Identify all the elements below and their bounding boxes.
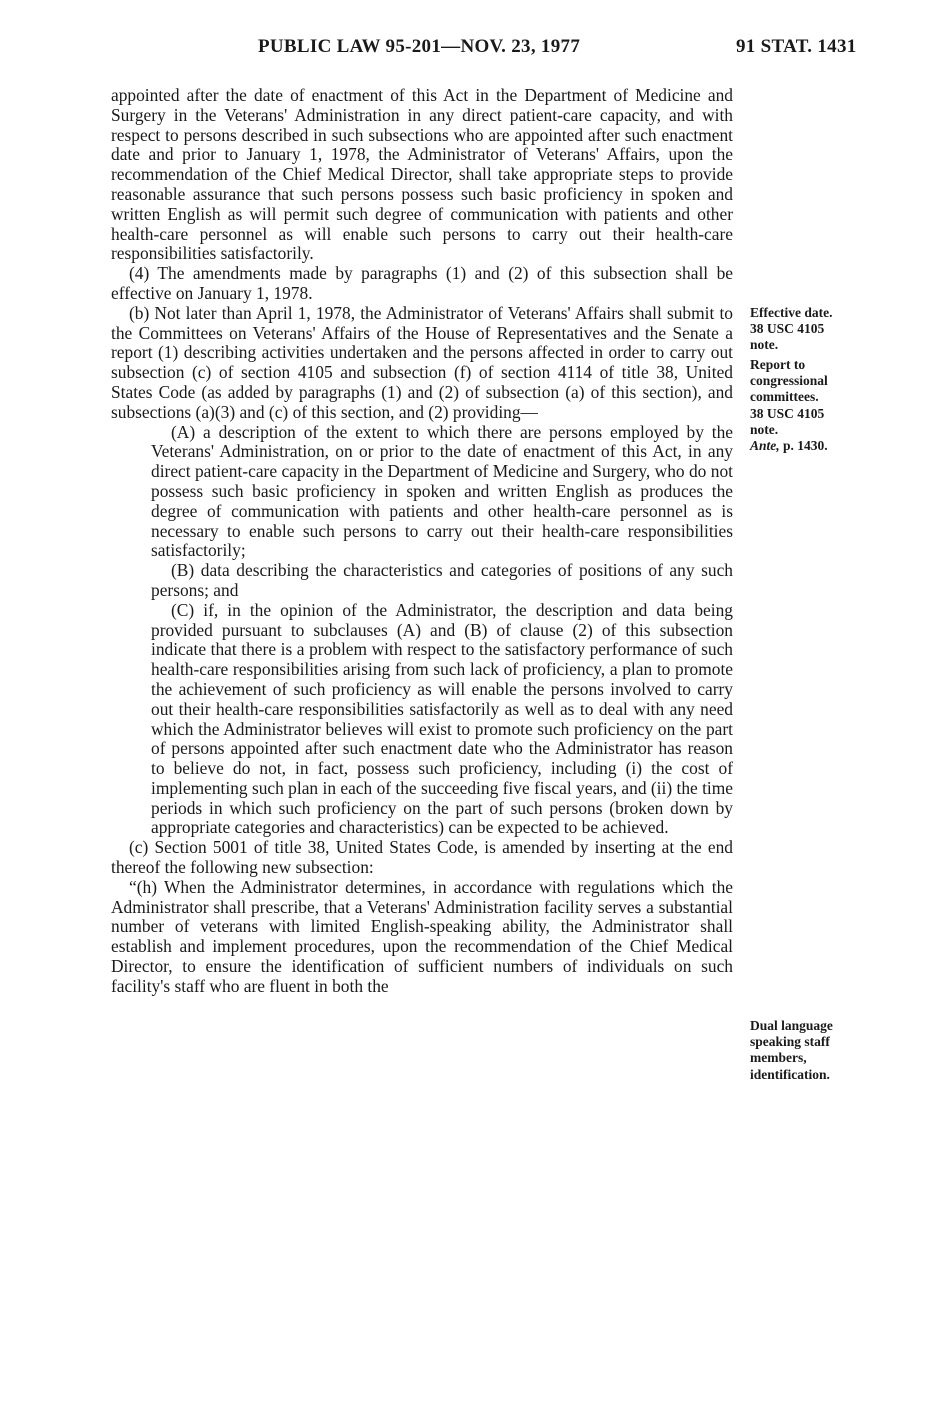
ante-reference bbox=[750, 438, 870, 454]
statute-body bbox=[111, 86, 733, 997]
usc-citation: 38 USC 4105 bbox=[750, 405, 825, 421]
subclause-b: (B) data describing the characteristics and categories of positions of any such persons; and bbox=[151, 560, 733, 600]
margin-note-report bbox=[750, 357, 870, 454]
paragraph-c-amendment: (c) Section 5001 of title 38, United States Code, is amended by inserting at the end thereof the following new subsection: bbox=[111, 837, 733, 878]
running-header-title: PUBLIC LAW 95-201—NOV. 23, 1977 bbox=[258, 36, 581, 57]
margin-note-effective-date bbox=[750, 305, 870, 354]
usc-citation: 38 USC 4105 bbox=[750, 321, 825, 337]
ante-label: Ante, bbox=[750, 438, 780, 454]
paragraph-h-new-subsection: “(h) When the Administrator determines, in accordance with regulations which the Administrator shall prescribe, that a Veterans' Administration facility serves a substantial number of veterans with limited English-speaking ability, the Administrator shall establish and implement procedures, upon the recommendation of the Chief Medical Director, to ensure the identification of sufficient numbers of individuals on such facility's staff who are fluent in both the bbox=[111, 876, 733, 996]
margin-note-dual-language bbox=[750, 1018, 860, 1083]
paragraph-continuation: appointed after the date of enactment of this Act in the Department of Medicine and Surgery in the Veterans' Administration in any direct patient-care capacity, and with respect to persons described in such subsections who are appointed after such enactment date and prior to January 1, 1978, the Administrator of Veterans' Affairs, upon the recommendation of the Chief Medical Director, shall take appropriate steps to provide reasonable assurance that such persons possess such basic proficiency in spoken and written English as will permit such degree of communication with patients and other health-care personnel as will enable such persons to carry out their health-care responsibilities satisfactorily. bbox=[111, 85, 733, 264]
statute-page-number: 91 STAT. 1431 bbox=[736, 36, 857, 57]
note-label: note. bbox=[750, 337, 779, 353]
ante-page: p. 1430. bbox=[783, 438, 828, 454]
subclause-c: (C) if, in the opinion of the Administrator, the description and data being provided pursuant to subclauses (A) and (B) of clause (2) of this subsection indicate that there is a problem with respect to the satisfactory performance of such health-care responsibilities arising from such lack of proficiency, a plan to promote the achievement of such proficiency as will enable the persons involved to carry out their health-care responsibilities satisfactorily as well as to deal with any need which the Administrator believes will exist to promote such proficiency on the part of persons appointed after such enactment date who the Administrator has reason to believe do not, in fact, possess such proficiency, including (i) the cost of implementing such plan in each of the succeeding five fiscal years, and (ii) the time periods in which such proficiency on the part of such persons (broken down by appropriate categories and characteristics) can be expected to be achieved. bbox=[151, 599, 733, 838]
subclause-a: (A) a description of the extent to which there are persons employed by the Veterans' Administration, on or prior to the date of enactment of this Act, in any direct patient-care capacity in the Department of Medicine and Surgery, who do not possess such basic proficiency in spoken and written English as produces the degree of communication with patients and other health-care personnel as is necessary to enable such persons to carry out their health-care responsibilities satisfactorily; bbox=[151, 421, 733, 561]
paragraph-effective-date: (4) The amendments made by paragraphs (1) and (2) of this subsection shall be effective on January 1, 1978. bbox=[111, 263, 733, 303]
paragraph-b-report: (b) Not later than April 1, 1978, the Administrator of Veterans' Affairs shall submit to the Committees on Veterans' Affairs of the House of Representatives and the Senate a report (1) describing activities undertaken and the persons affected in order to carry out subsection (c) of section 4105 and subsection (f) of section 4114 of title 38, United States Code (as added by paragraphs (1) and (2) of subsection (a) of this section), and subsections (a)(3) and (c) of this section, and (2) providing— bbox=[111, 302, 733, 422]
dual-language-heading: Dual language speaking staff members, identification. bbox=[750, 1018, 833, 1082]
effective-date-label: Effective date. bbox=[750, 305, 833, 320]
note-label: note. bbox=[750, 421, 779, 437]
report-heading: Report to congressional committees. bbox=[750, 357, 828, 405]
